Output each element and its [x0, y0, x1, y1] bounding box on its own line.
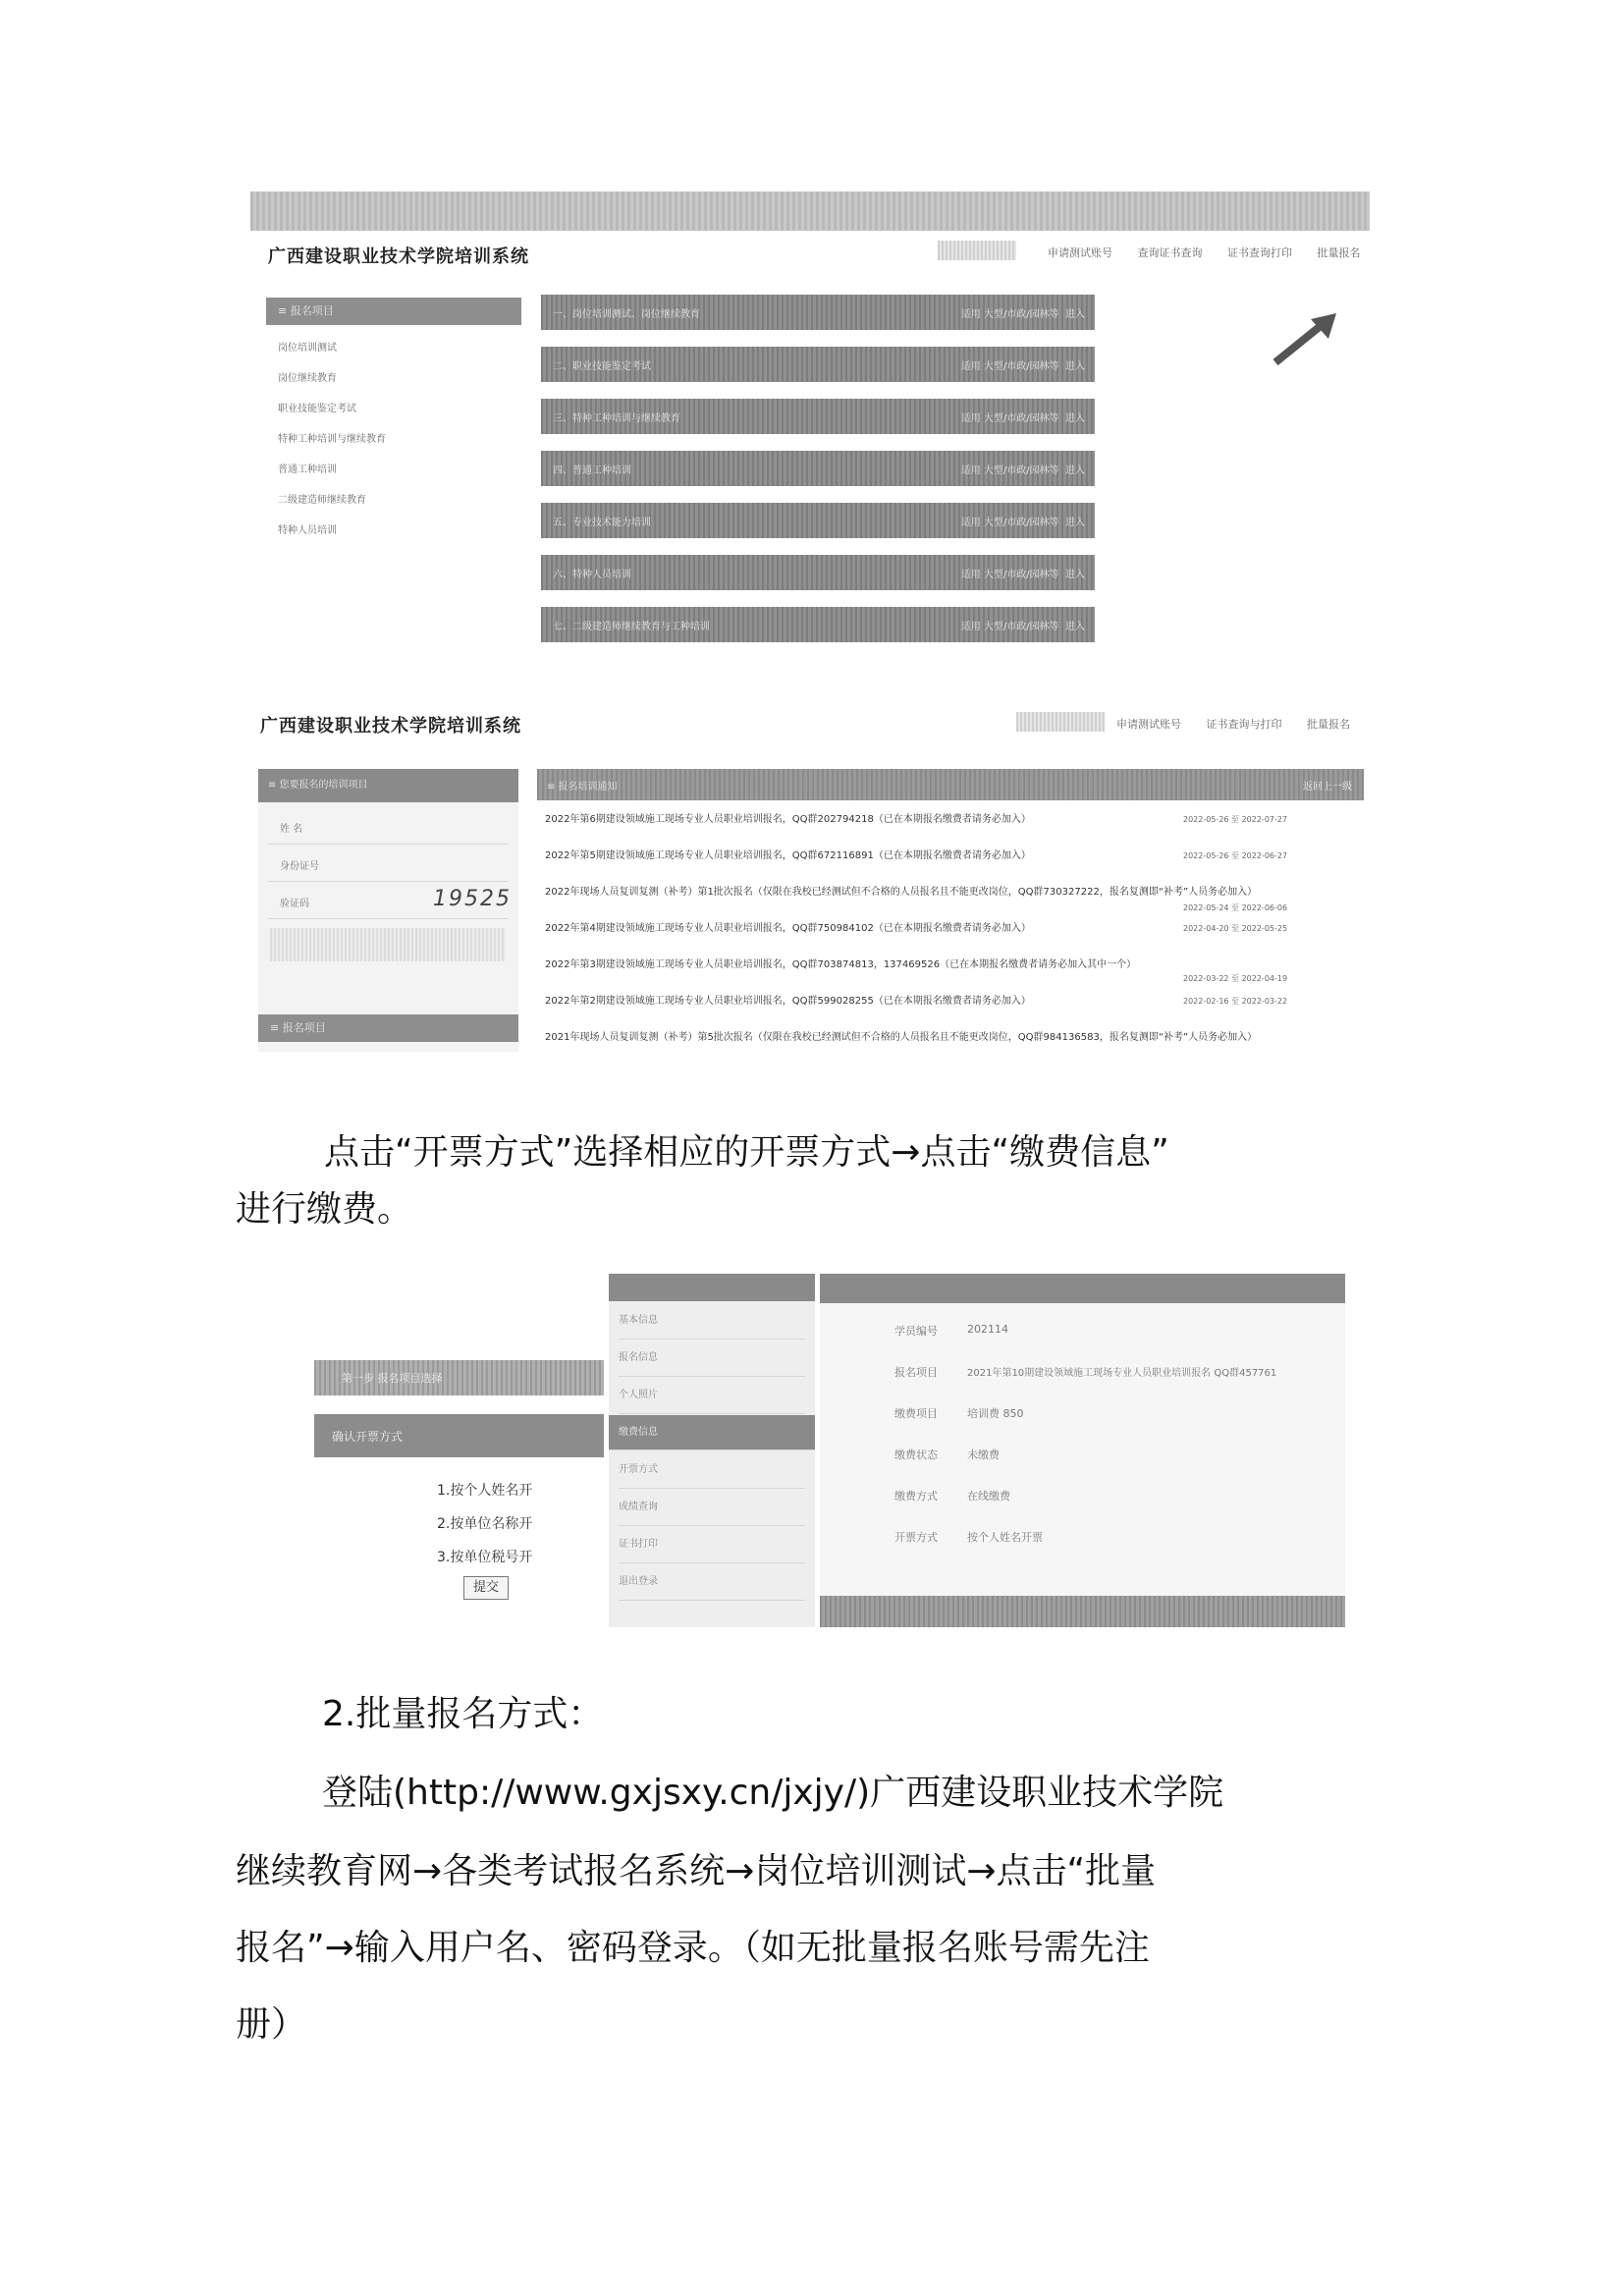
payment-value: 202114: [967, 1323, 1008, 1336]
name-field[interactable]: [268, 810, 509, 845]
screenshot-training-system-home: [250, 191, 1370, 658]
screenshot-registration-notices: [250, 702, 1370, 1056]
notice-date: 2022-05-26 至 2022-07-27: [1183, 815, 1288, 824]
notice-text: 2021年现场人员复训复测（补考）第5批次报名（仅限在我校已经测试但不合格的人员报名且不能更改岗位，QQ群984136583，报名复测即“补考”人员务必加入）: [545, 1032, 1258, 1043]
menu-item[interactable]: 报名信息: [619, 1340, 805, 1377]
invoice-option[interactable]: 1.按个人姓名开: [437, 1483, 533, 1499]
sidebar-header: ≡ 报名项目: [266, 298, 521, 325]
nav-link[interactable]: 证书查询打印: [1227, 246, 1292, 259]
instruction-line: 继续教育网→各类考试报名系统→岗位培训测试→点击“批量: [236, 1851, 1157, 1891]
enter-link[interactable]: 进入: [1065, 465, 1085, 476]
notice-date: 2022-02-16 至 2022-03-22: [1183, 997, 1288, 1006]
id-number-field[interactable]: [268, 847, 509, 882]
menu-item[interactable]: 开票方式: [619, 1452, 805, 1489]
login-panel-header: ≡ 您要报名的培训项目: [258, 769, 518, 802]
notice-date: 2022-05-26 至 2022-06-27: [1183, 851, 1288, 860]
nav-link[interactable]: 批量报名: [1317, 246, 1361, 259]
notice-text: 2022年现场人员复训复测（补考）第1批次报名（仅限在我校已经测试但不合格的人员报名且不能更改岗位，QQ群730327222，报名复测即“补考”人员务必加入）: [545, 887, 1258, 898]
invoice-option[interactable]: 2.按单位名称开: [437, 1516, 533, 1532]
pay-now-bar[interactable]: [820, 1596, 1345, 1627]
sidebar-item[interactable]: 普通工种培训: [278, 465, 337, 475]
notice-item[interactable]: [545, 810, 1350, 825]
category-label: 三、特种工种培训与继续教育: [553, 413, 680, 424]
sidebar-item[interactable]: 特种人员培训: [278, 525, 337, 536]
notice-date: 2022-04-20 至 2022-05-25: [1183, 924, 1288, 933]
category-label: 四、普通工种培训: [553, 465, 631, 476]
payment-row: [849, 1488, 1330, 1529]
invoice-method-title: 确认开票方式: [332, 1430, 404, 1444]
notice-text: 2022年第6期建设领域施工现场专业人员职业培训报名，QQ群202794218（已在本期报名缴费者请务必加入）: [545, 814, 1031, 825]
category-scope: 适用 大型/市政/园林等: [960, 309, 1059, 320]
invoice-option[interactable]: 3.按单位税号开: [437, 1550, 533, 1565]
invoice-method-bar: [314, 1414, 604, 1457]
notice-text: 2022年第3期建设领域施工现场专业人员职业培训报名，QQ群703874813，137469526（已在本期报名缴费者请务必加入其中一个）: [545, 959, 1137, 970]
category-row[interactable]: [541, 503, 1095, 538]
category-row[interactable]: [541, 555, 1095, 590]
nav-link[interactable]: 证书查询与打印: [1206, 718, 1282, 731]
instruction-line: 进行缴费。: [236, 1189, 413, 1230]
nav-link[interactable]: 查询证书查询: [1137, 246, 1203, 259]
top-nav: [1095, 716, 1350, 732]
step-bar: [314, 1360, 604, 1395]
category-scope: 适用 大型/市政/园林等: [960, 413, 1059, 424]
menu-item[interactable]: 基本信息: [619, 1303, 805, 1339]
payment-row: [849, 1323, 1330, 1364]
category-label: 七、二级建造师继续教育与工种培训: [553, 622, 710, 632]
payment-key: 开票方式: [894, 1531, 938, 1544]
instruction-line: 册）: [236, 2004, 307, 2045]
sidebar-item[interactable]: 岗位培训测试: [278, 343, 337, 354]
payment-value: 2021年第10期建设领域施工现场专业人员职业培训报名 QQ群457761: [967, 1368, 1277, 1379]
category-label: 一、岗位培训测试、岗位继续教育: [553, 309, 700, 320]
sidebar-item[interactable]: 岗位继续教育: [278, 373, 337, 384]
notice-item[interactable]: [545, 919, 1350, 934]
step-label: 第一步 报名项目选择: [342, 1372, 443, 1385]
category-label: 二、职业技能鉴定考试: [553, 361, 651, 372]
menu-item[interactable]: 成绩查询: [619, 1490, 805, 1526]
field-label: 姓 名: [280, 824, 303, 835]
section-heading: 2.批量报名方式：: [322, 1694, 604, 1734]
payment-value: 未缴费: [967, 1449, 1000, 1461]
search-box[interactable]: [938, 241, 1016, 260]
notice-item[interactable]: [545, 992, 1350, 1007]
system-title: 广西建设职业技术学院培训系统: [260, 716, 521, 737]
search-box[interactable]: [1016, 712, 1105, 732]
category-label: 五、专业技术能力培训: [553, 518, 651, 528]
sidebar-item[interactable]: 特种工种培训与继续教育: [278, 434, 386, 445]
sidebar-item[interactable]: 二级建造师继续教育: [278, 495, 366, 506]
notice-text: 2022年第4期建设领域施工现场专业人员职业培训报名，QQ群750984102（已在本期报名缴费者请务必加入）: [545, 923, 1031, 934]
category-scope: 适用 大型/市政/园林等: [960, 465, 1059, 476]
field-label: 验证码: [280, 899, 309, 909]
notice-date: 2022-03-22 至 2022-04-19: [1183, 974, 1288, 983]
category-scope: 适用 大型/市政/园林等: [960, 361, 1059, 372]
payment-key: 学员编号: [894, 1325, 938, 1338]
system-title: 广西建设职业技术学院培训系统: [268, 246, 529, 267]
registration-items-header: ≡ 报名项目: [258, 1014, 518, 1042]
nav-link[interactable]: 申请测试账号: [1116, 718, 1181, 731]
menu-item[interactable]: 个人照片: [619, 1378, 805, 1414]
user-menu-header: [609, 1274, 815, 1301]
submit-button[interactable]: 提交: [463, 1576, 509, 1600]
enter-link[interactable]: 进入: [1065, 622, 1085, 632]
category-scope: 适用 大型/市政/园林等: [960, 518, 1059, 528]
enter-link[interactable]: 进入: [1065, 570, 1085, 580]
captcha-image: 19525: [433, 887, 512, 911]
field-label: 身份证号: [280, 861, 319, 872]
menu-item[interactable]: 退出登录: [619, 1564, 805, 1601]
payment-key: 缴费状态: [894, 1449, 938, 1461]
notice-item[interactable]: [545, 1028, 1350, 1043]
category-row[interactable]: [541, 399, 1095, 434]
enter-link[interactable]: 进入: [1065, 413, 1085, 424]
enter-link[interactable]: 进入: [1065, 309, 1085, 320]
payment-key: 缴费项目: [894, 1407, 938, 1420]
nav-link[interactable]: 申请测试账号: [1048, 246, 1112, 259]
instruction-line: 报名”→输入用户名、密码登录。（如无批量报名账号需先注: [236, 1928, 1150, 1968]
top-banner: [250, 191, 1370, 231]
top-nav: [1026, 245, 1361, 260]
payment-key: 报名项目: [894, 1366, 938, 1379]
notice-item[interactable]: [545, 847, 1350, 861]
payment-value: 按个人姓名开票: [967, 1531, 1043, 1544]
category-row[interactable]: [541, 451, 1095, 486]
instruction-line: 登陆(http://www.gxjsxy.cn/jxjy/)广西建设职业技术学院: [322, 1773, 1224, 1813]
enter-link[interactable]: 进入: [1065, 361, 1085, 372]
category-row[interactable]: [541, 607, 1095, 642]
notice-text: 2022年第2期建设领域施工现场专业人员职业培训报名，QQ群599028255（已在本期报名缴费者请务必加入）: [545, 996, 1031, 1007]
back-link[interactable]: 返回上一级: [1303, 782, 1352, 793]
payment-value: 培训费 850: [967, 1407, 1024, 1420]
notice-header-title: ≡ 报名培训通知: [547, 782, 618, 793]
instruction-line: 点击“开票方式”选择相应的开票方式→点击“缴费信息”: [324, 1132, 1169, 1173]
category-row[interactable]: [541, 347, 1095, 382]
payment-panel-header: [820, 1274, 1345, 1303]
screenshot-invoice-payment: [314, 1262, 1345, 1635]
payment-value: 在线缴费: [967, 1490, 1010, 1503]
payment-row: [849, 1405, 1330, 1447]
sidebar-item[interactable]: 职业技能鉴定考试: [278, 404, 356, 414]
nav-link[interactable]: 批量报名: [1307, 718, 1350, 731]
notice-item[interactable]: [545, 956, 1350, 983]
category-row[interactable]: [541, 295, 1095, 330]
menu-item[interactable]: 证书打印: [619, 1527, 805, 1563]
payment-row: [849, 1364, 1330, 1405]
arrow-pointer-icon: [1272, 309, 1340, 368]
menu-item-active[interactable]: 缴费信息: [609, 1415, 815, 1450]
category-scope: 适用 大型/市政/园林等: [960, 570, 1059, 580]
payment-key: 缴费方式: [894, 1490, 938, 1503]
notice-item[interactable]: [545, 883, 1350, 912]
payment-row: [849, 1529, 1330, 1570]
enter-link[interactable]: 进入: [1065, 518, 1085, 528]
category-scope: 适用 大型/市政/园林等: [960, 622, 1059, 632]
login-button[interactable]: [270, 928, 506, 961]
payment-row: [849, 1447, 1330, 1488]
notice-header: [537, 769, 1364, 800]
category-label: 六、特种人员培训: [553, 570, 631, 580]
notice-text: 2022年第5期建设领域施工现场专业人员职业培训报名，QQ群672116891（已在本期报名缴费者请务必加入）: [545, 850, 1031, 861]
captcha-field[interactable]: [268, 885, 512, 919]
notice-date: 2022-05-24 至 2022-06-06: [1183, 903, 1288, 912]
